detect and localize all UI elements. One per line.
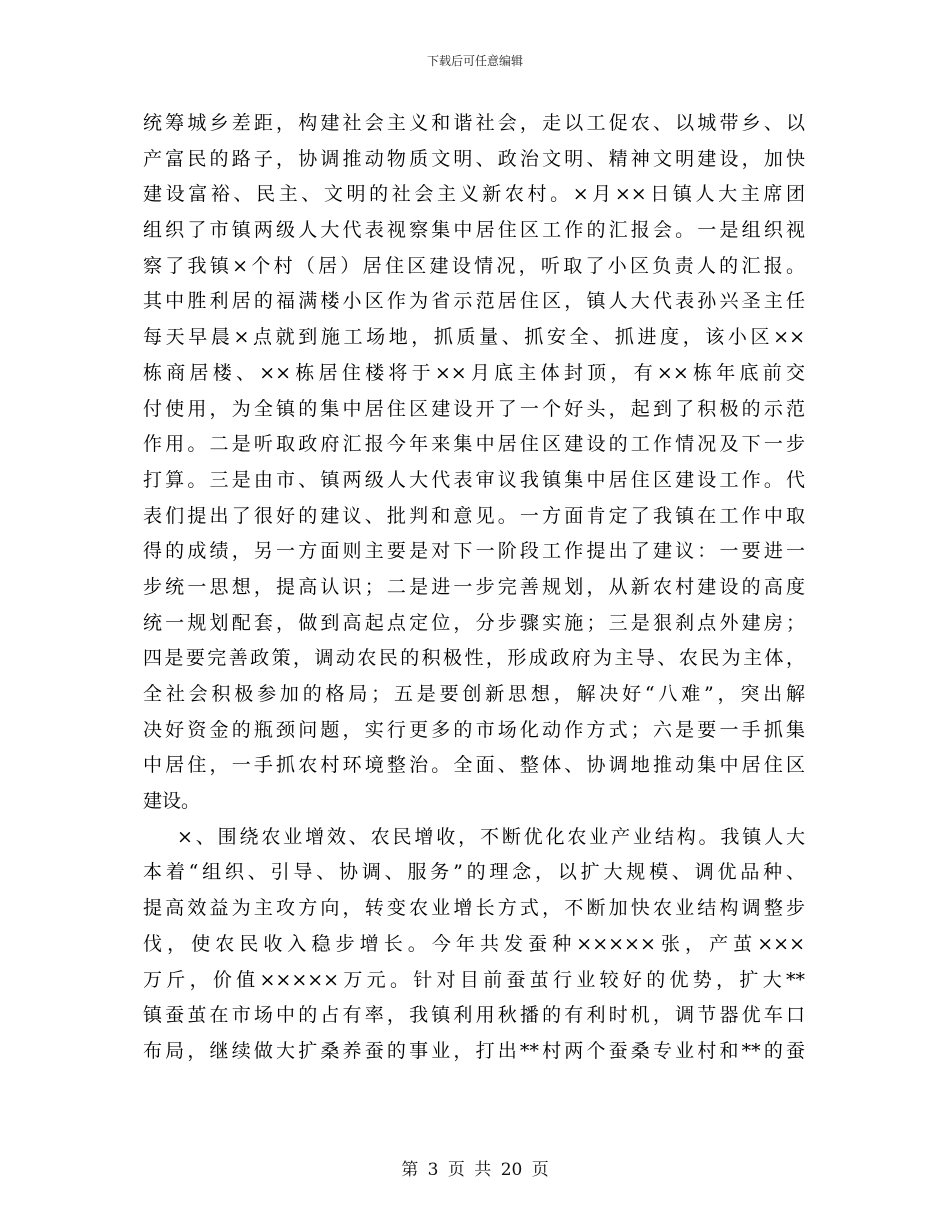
text-line: 提高效益为主攻方向，转变农业增长方式，不断加快农业结构调整步 bbox=[143, 897, 805, 920]
text-line: 作用。二是听取政府汇报今年来集中居住区建设的工作情况及下一步 bbox=[143, 433, 805, 456]
text-line: 打算。三是由市、镇两级人大代表审议我镇集中居住区建设工作。代 bbox=[143, 468, 805, 491]
text-line: 产富民的路子，协调推动物质文明、政治文明、精神文明建设，加快 bbox=[143, 147, 805, 170]
text-line: 每天早晨×点就到施工场地，抓质量、抓安全、抓进度，该小区×× bbox=[143, 326, 805, 349]
text-line: 步统一思想，提高认识；二是进一步完善规划，从新农村建设的高度 bbox=[143, 575, 805, 598]
text-line: 组织了市镇两级人大代表视察集中居住区工作的汇报会。一是组织视 bbox=[143, 219, 805, 242]
text-line: 栋商居楼、××栋居住楼将于××月底主体封顶，有××栋年底前交 bbox=[143, 361, 805, 384]
text-line: 统筹城乡差距，构建社会主义和谐社会，走以工促农、以城带乡、以 bbox=[143, 112, 805, 134]
text-line: 决好资金的瓶颈问题，实行更多的市场化动作方式；六是要一手抓集 bbox=[143, 718, 805, 741]
text-line: 建设富裕、民主、文明的社会主义新农村。×月××日镇人大主席团 bbox=[143, 183, 805, 206]
text-line: 中居住，一手抓农村环境整治。全面、整体、协调地推动集中居住区 bbox=[143, 754, 805, 777]
text-line: 全社会积极参加的格局；五是要创新思想，解决好“八难”，突出解 bbox=[143, 683, 805, 705]
text-line: 四是要完善政策，调动农民的积极性，形成政府为主导、农民为主体， bbox=[143, 647, 805, 670]
text-line: 万斤，价值×××××万元。针对目前蚕茧行业较好的优势，扩大** bbox=[143, 968, 805, 991]
text-line: ×、围绕农业增效、农民增收，不断优化农业产业结构。我镇人大 bbox=[177, 825, 805, 848]
text-line: 布局，继续做大扩桑养蚕的事业，打出**村两个蚕桑专业村和**的蚕 bbox=[143, 1039, 805, 1062]
document-body bbox=[143, 106, 805, 1070]
text-line: 统一规划配套，做到高起点定位，分步骤实施；三是狠刹点外建房； bbox=[143, 611, 805, 634]
text-line: 其中胜利居的福满楼小区作为省示范居住区，镇人大代表孙兴圣主任 bbox=[143, 290, 805, 313]
text-line: 表们提出了很好的建议、批判和意见。一方面肯定了我镇在工作中取 bbox=[143, 504, 805, 527]
text-line: 付使用，为全镇的集中居住区建设开了一个好头，起到了积极的示范 bbox=[143, 397, 805, 420]
text-line: 察了我镇×个村（居）居住区建设情况，听取了小区负责人的汇报。 bbox=[143, 254, 805, 277]
text-line: 镇蚕茧在市场中的占有率，我镇利用秋播的有利时机，调节器优车口 bbox=[143, 1004, 805, 1027]
text-line: 得的成绩，另一方面则主要是对下一阶段工作提出了建议：一要进一 bbox=[143, 540, 805, 563]
text-line: 本着“组织、引导、协调、服务”的理念，以扩大规模、调优品种、 bbox=[143, 861, 805, 884]
page-number: 第 3 页 共 20 页 bbox=[401, 1160, 549, 1180]
text-line: 伐，使农民收入稳步增长。今年共发蚕种×××××张，产茧××× bbox=[143, 932, 805, 955]
text-line: 建设。 bbox=[143, 790, 201, 813]
page-header: 下载后可任意编辑 bbox=[426, 54, 523, 68]
